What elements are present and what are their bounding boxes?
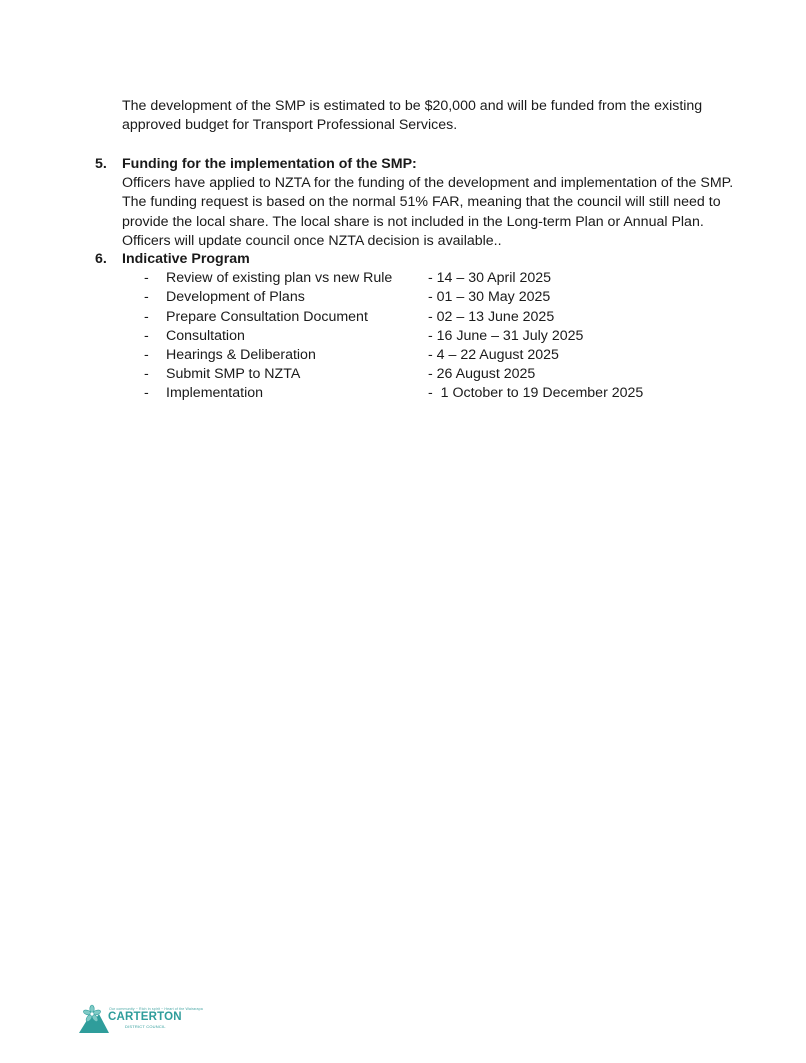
list-dash: - xyxy=(144,346,149,363)
section-indicative-program xyxy=(95,250,755,418)
logo-subtitle: DISTRICT COUNCIL xyxy=(125,1024,166,1029)
program-task: Submit SMP to NZTA xyxy=(166,366,301,383)
program-task: Review of existing plan vs new Rule xyxy=(166,270,393,287)
section-title: Funding for the implementation of the SMP: xyxy=(122,156,417,172)
program-date: - 16 June – 31 July 2025 xyxy=(428,327,584,344)
program-date: - 26 August 2025 xyxy=(428,366,536,383)
section-number: 5. xyxy=(95,156,107,172)
list-item xyxy=(95,288,755,307)
program-list xyxy=(95,269,755,403)
section-title: Indicative Program xyxy=(122,251,250,267)
section-heading xyxy=(95,155,755,174)
program-task: Consultation xyxy=(166,327,245,344)
list-item xyxy=(95,269,755,288)
program-task: Hearings & Deliberation xyxy=(166,346,316,363)
intro-paragraph: The development of the SMP is estimated to be $20,000 and will be funded from the existing approved budget for Transport Professional Services. xyxy=(122,98,703,134)
list-item xyxy=(95,365,755,384)
program-date: - 01 – 30 May 2025 xyxy=(428,289,551,306)
flower-mountain-icon xyxy=(79,1004,109,1034)
program-task: Implementation xyxy=(166,385,263,402)
list-dash: - xyxy=(144,308,149,325)
list-dash: - xyxy=(144,289,149,306)
section-body: Officers have applied to NZTA for the funding of the development and implementation of the SMP. The funding request is based on the normal 51% FAR, meaning that the council will still need to provide the local share. The local share is not included in the Long-term Plan or Annual Plan. Officers will update council once NZTA decision is available.. xyxy=(122,175,734,249)
list-item xyxy=(95,384,755,403)
list-dash: - xyxy=(144,327,149,344)
list-dash: - xyxy=(144,366,149,383)
list-item xyxy=(95,327,755,346)
program-date: - 1 October to 19 December 2025 xyxy=(428,385,644,402)
council-logo xyxy=(79,1004,203,1034)
list-item xyxy=(95,308,755,327)
section-heading xyxy=(95,250,755,269)
logo-tagline: Our community ~ Rich in spirit ~ Heart of the Wairarapa xyxy=(109,1007,203,1011)
list-dash: - xyxy=(144,270,149,287)
list-dash: - xyxy=(144,385,149,402)
program-task: Development of Plans xyxy=(166,289,305,306)
program-date: - 02 – 13 June 2025 xyxy=(428,308,555,325)
section-funding xyxy=(95,155,755,251)
program-date: - 14 – 30 April 2025 xyxy=(428,270,552,287)
section-number: 6. xyxy=(95,251,107,267)
program-date: - 4 – 22 August 2025 xyxy=(428,346,559,363)
program-task: Prepare Consultation Document xyxy=(166,308,368,325)
list-item xyxy=(95,346,755,365)
logo-name: CARTERTON xyxy=(108,1011,182,1023)
